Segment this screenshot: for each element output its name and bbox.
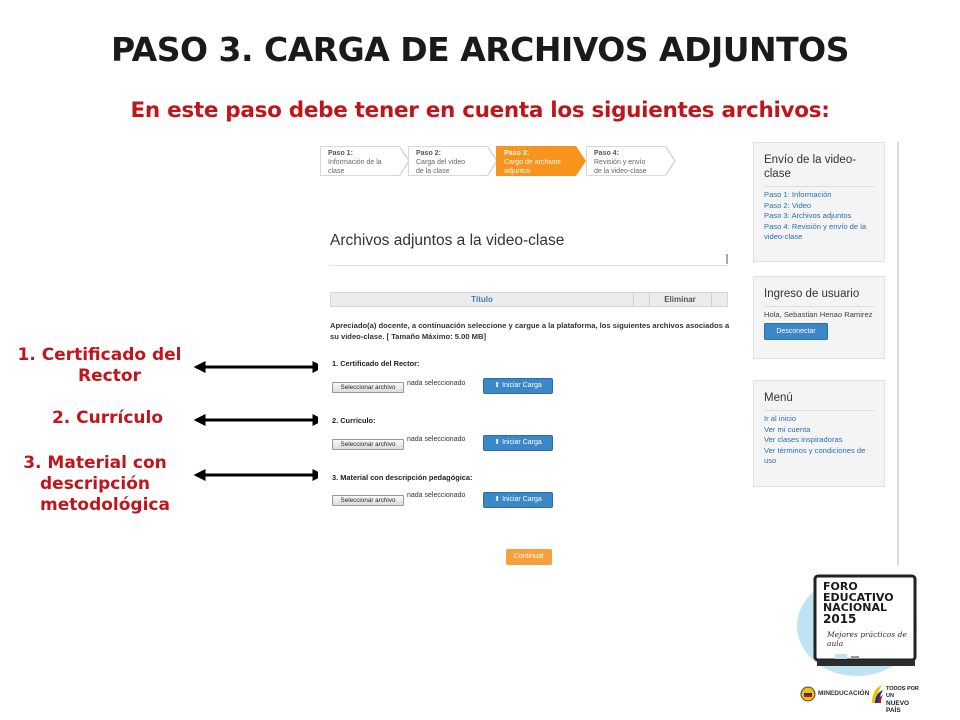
todos-por-un-nuevo-pais-logo bbox=[870, 681, 925, 714]
sidebar-link-step-4[interactable]: Paso 4: Revisión y envío de la video-clase bbox=[764, 221, 867, 241]
attachments-table-header bbox=[330, 292, 728, 307]
column-separator bbox=[633, 293, 634, 306]
panel-title: Envío de la video-clase bbox=[764, 154, 857, 180]
panel-submission bbox=[753, 142, 885, 262]
foro-logo-text bbox=[823, 582, 894, 624]
sidebar-link-step-3[interactable]: Paso 3: Archivos adjuntos bbox=[764, 211, 852, 220]
upload-screenshot bbox=[318, 142, 900, 566]
foro-logo-line: EDUCATIVO bbox=[823, 590, 894, 604]
step-title: Paso 4: bbox=[594, 150, 619, 157]
callout-line: 2. Currículo bbox=[51, 408, 164, 428]
menu-link-terms[interactable]: Ver términos y condiciones de uso bbox=[764, 445, 866, 465]
step-line: de la video-clase bbox=[594, 168, 647, 175]
callout-certificado bbox=[2, 345, 197, 387]
step-line: adjuntos bbox=[504, 168, 531, 175]
mineducacion-text: MINEDUCACIÓN bbox=[818, 690, 870, 697]
panel-menu bbox=[753, 380, 885, 487]
foro-logo-line: 2015 bbox=[823, 611, 857, 626]
upload-label-curriculo: 2. Currículo: bbox=[332, 416, 376, 425]
file-status: nada seleccionado bbox=[407, 380, 466, 387]
logout-button[interactable]: Desconectar bbox=[764, 323, 828, 340]
divider bbox=[764, 410, 874, 411]
sidebar-link-step-1[interactable]: Paso 1: Información bbox=[764, 190, 832, 199]
step-chevron bbox=[576, 146, 586, 176]
step-chevron bbox=[399, 147, 408, 175]
column-separator bbox=[711, 293, 712, 306]
sidebar-link-step-2[interactable]: Paso 2: Video bbox=[764, 200, 812, 210]
foro-tagline: Mejores prácticos de aula bbox=[827, 630, 907, 648]
step-title: Paso 1: bbox=[328, 150, 353, 157]
step-1[interactable] bbox=[320, 146, 400, 176]
slide-subtitle: En este paso debe tener en cuenta los siguientes archivos: bbox=[130, 98, 830, 123]
step-line: clase bbox=[328, 168, 345, 175]
upload-button-label: Iniciar Carga bbox=[502, 382, 542, 389]
menu-link-account[interactable]: Ver mi cuenta bbox=[764, 424, 811, 434]
start-upload-button[interactable] bbox=[483, 492, 553, 508]
step-chevron bbox=[665, 147, 674, 175]
user-greeting: Hola, Sebastian Henao Ramirez bbox=[764, 310, 873, 319]
step-line: Revisión y envío bbox=[594, 159, 646, 166]
upload-icon: ⬆︎ bbox=[494, 439, 503, 446]
callout-line: metodológica bbox=[40, 495, 170, 515]
mineducacion-logo bbox=[800, 683, 870, 705]
divider bbox=[764, 186, 874, 187]
screenshot-edge bbox=[897, 142, 899, 566]
callout-curriculo bbox=[20, 408, 195, 429]
foro-logo-line: FORO bbox=[823, 580, 858, 593]
step-line: Carga del video bbox=[416, 159, 466, 166]
todos-line: TODOS POR UN bbox=[886, 686, 919, 699]
select-file-button[interactable]: Seleccionar archivo bbox=[332, 382, 404, 393]
step-line: Cargo de archivos bbox=[504, 159, 561, 166]
file-status: nada seleccionado bbox=[407, 492, 466, 499]
continue-button[interactable]: Continuar bbox=[506, 549, 552, 565]
divider bbox=[764, 306, 874, 307]
callout-line: 1. Certificado del bbox=[17, 345, 182, 365]
step-chevron bbox=[487, 147, 496, 175]
panel-title: Ingreso de usuario bbox=[764, 288, 860, 300]
menu-link-home[interactable]: Ir al inicio bbox=[764, 414, 797, 423]
callout-material bbox=[10, 453, 200, 516]
todos-line: NUEVO PAÍS bbox=[886, 700, 910, 714]
select-file-button[interactable]: Seleccionar archivo bbox=[332, 495, 404, 506]
select-file-button[interactable]: Seleccionar archivo bbox=[332, 439, 404, 450]
step-line: de la clase bbox=[416, 168, 450, 175]
menu-link-inspiring-classes[interactable]: Ver clases inspiradoras bbox=[764, 435, 843, 444]
column-title[interactable]: Título bbox=[471, 295, 493, 304]
foro-educativo-logo bbox=[795, 568, 925, 680]
slide-title: PASO 3. CARGA DE ARCHIVOS ADJUNTOS bbox=[111, 30, 849, 69]
upload-label-material: 3. Material con descripción pedagógica: bbox=[332, 473, 473, 482]
upload-button-label: Iniciar Carga bbox=[502, 496, 542, 503]
upload-button-label: Iniciar Carga bbox=[502, 439, 542, 446]
step-2[interactable] bbox=[408, 146, 488, 176]
panel-user-login bbox=[753, 276, 885, 359]
instructions-text: Apreciado(a) docente, a continuación seleccione y cargue a la plataforma, los siguientes archivos asociados a su video-clase. [ Tamaño Máximo: 5.00 MB] bbox=[330, 321, 730, 341]
panel-title: Menú bbox=[764, 392, 793, 404]
upload-icon: ⬆︎ bbox=[494, 382, 503, 389]
start-upload-button[interactable] bbox=[483, 435, 553, 451]
callout-line: 3. Material con bbox=[23, 453, 167, 473]
scroll-indicator bbox=[726, 254, 728, 264]
todos-text bbox=[886, 686, 925, 714]
callout-arrows bbox=[190, 355, 330, 495]
foro-logo-line: NACIONAL bbox=[823, 601, 887, 614]
step-3[interactable] bbox=[496, 146, 576, 176]
step-title: Paso 2: bbox=[416, 150, 441, 157]
nuevo-pais-icon bbox=[870, 683, 884, 705]
step-line: Información de la bbox=[328, 159, 382, 166]
step-title: Paso 3: bbox=[504, 150, 529, 157]
file-status: nada seleccionado bbox=[407, 436, 466, 443]
column-delete[interactable]: Eliminar bbox=[664, 295, 696, 304]
start-upload-button[interactable] bbox=[483, 378, 553, 394]
divider bbox=[330, 265, 728, 266]
callout-line: descripción bbox=[40, 474, 150, 494]
upload-icon: ⬆︎ bbox=[494, 496, 503, 503]
callout-line: Rector bbox=[78, 366, 141, 386]
upload-label-certificado: 1. Certificado del Rector: bbox=[332, 359, 420, 368]
page-heading: Archivos adjuntos a la video-clase bbox=[330, 232, 565, 249]
colombia-seal-icon bbox=[800, 686, 816, 702]
step-4[interactable] bbox=[586, 146, 666, 176]
